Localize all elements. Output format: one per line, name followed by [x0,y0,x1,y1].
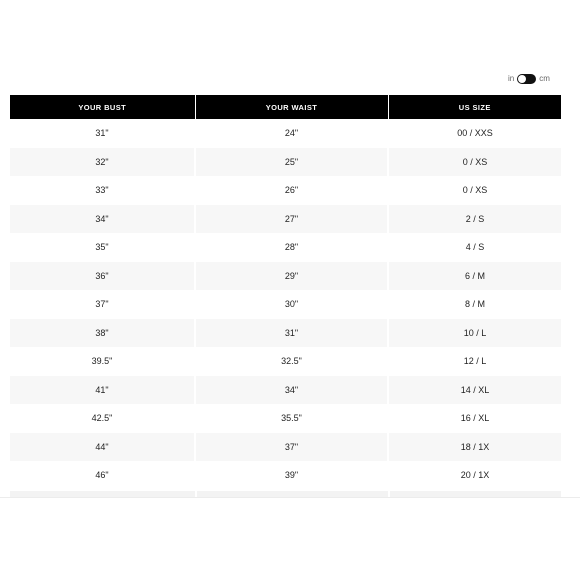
size-chart-table [10,95,561,490]
us-size-cell: 0 / XS [388,176,561,205]
bust-cell: 35" [95,242,109,253]
bust-cell: 41" [10,376,195,405]
us-size-cell: 2 / S [388,205,561,234]
table-row [10,262,561,291]
us-size-cell: 00 / XXS [388,119,561,148]
table-row [10,376,561,405]
bust-cell: 37" [95,299,109,310]
bust-cell: 46" [95,470,109,481]
table-row [10,119,561,148]
waist-cell: 39" [195,461,388,490]
header-your-bust: YOUR BUST [10,95,195,119]
waist-cell: 37" [195,433,388,462]
bust-cell: 36" [10,262,195,291]
waist-cell: 29" [195,262,388,291]
bust-cell: 42.5" [91,413,113,424]
bust-cell: 33" [95,185,109,196]
table-row [10,461,561,490]
table-header-row [10,95,561,119]
table-row [10,347,561,376]
us-size-cell: 14 / XL [388,376,561,405]
us-size-cell: 4 / S [388,233,561,262]
waist-cell: 25" [195,148,388,177]
waist-cell: 34" [195,376,388,405]
table-row [10,290,561,319]
bust-cell: 44" [10,433,195,462]
waist-cell: 30" [195,290,388,319]
table-row [10,319,561,348]
bust-cell: 34" [10,205,195,234]
table-row [10,233,561,262]
us-size-cell: 20 / 1X [388,461,561,490]
header-us-size: US SIZE [388,95,561,119]
unit-label-cm[interactable]: cm [539,74,550,83]
waist-cell: 24" [195,119,388,148]
us-size-cell: 12 / L [388,347,561,376]
us-size-cell: 10 / L [388,319,561,348]
table-row [10,404,561,433]
us-size-cell: 18 / 1X [388,433,561,462]
bottom-divider [0,497,580,498]
table-row [10,176,561,205]
waist-cell: 28" [195,233,388,262]
bust-cell: 32" [10,148,195,177]
bust-cell: 38" [10,319,195,348]
header-your-waist: YOUR WAIST [195,95,388,119]
unit-label-in[interactable]: in [508,74,515,83]
table-row [10,148,561,177]
us-size-cell: 8 / M [388,290,561,319]
bust-cell: 39.5" [91,356,113,367]
waist-cell: 26" [195,176,388,205]
us-size-cell: 16 / XL [388,404,561,433]
us-size-cell: 0 / XS [388,148,561,177]
waist-cell: 27" [195,205,388,234]
switch-knob [518,75,526,83]
waist-cell: 31" [195,319,388,348]
waist-cell: 35.5" [195,404,388,433]
waist-cell: 32.5" [195,347,388,376]
unit-switch[interactable] [517,74,536,84]
us-size-cell: 6 / M [388,262,561,291]
unit-toggle[interactable] [508,73,550,85]
table-row [10,433,561,462]
bust-cell: 31" [95,128,109,139]
table-row [10,205,561,234]
